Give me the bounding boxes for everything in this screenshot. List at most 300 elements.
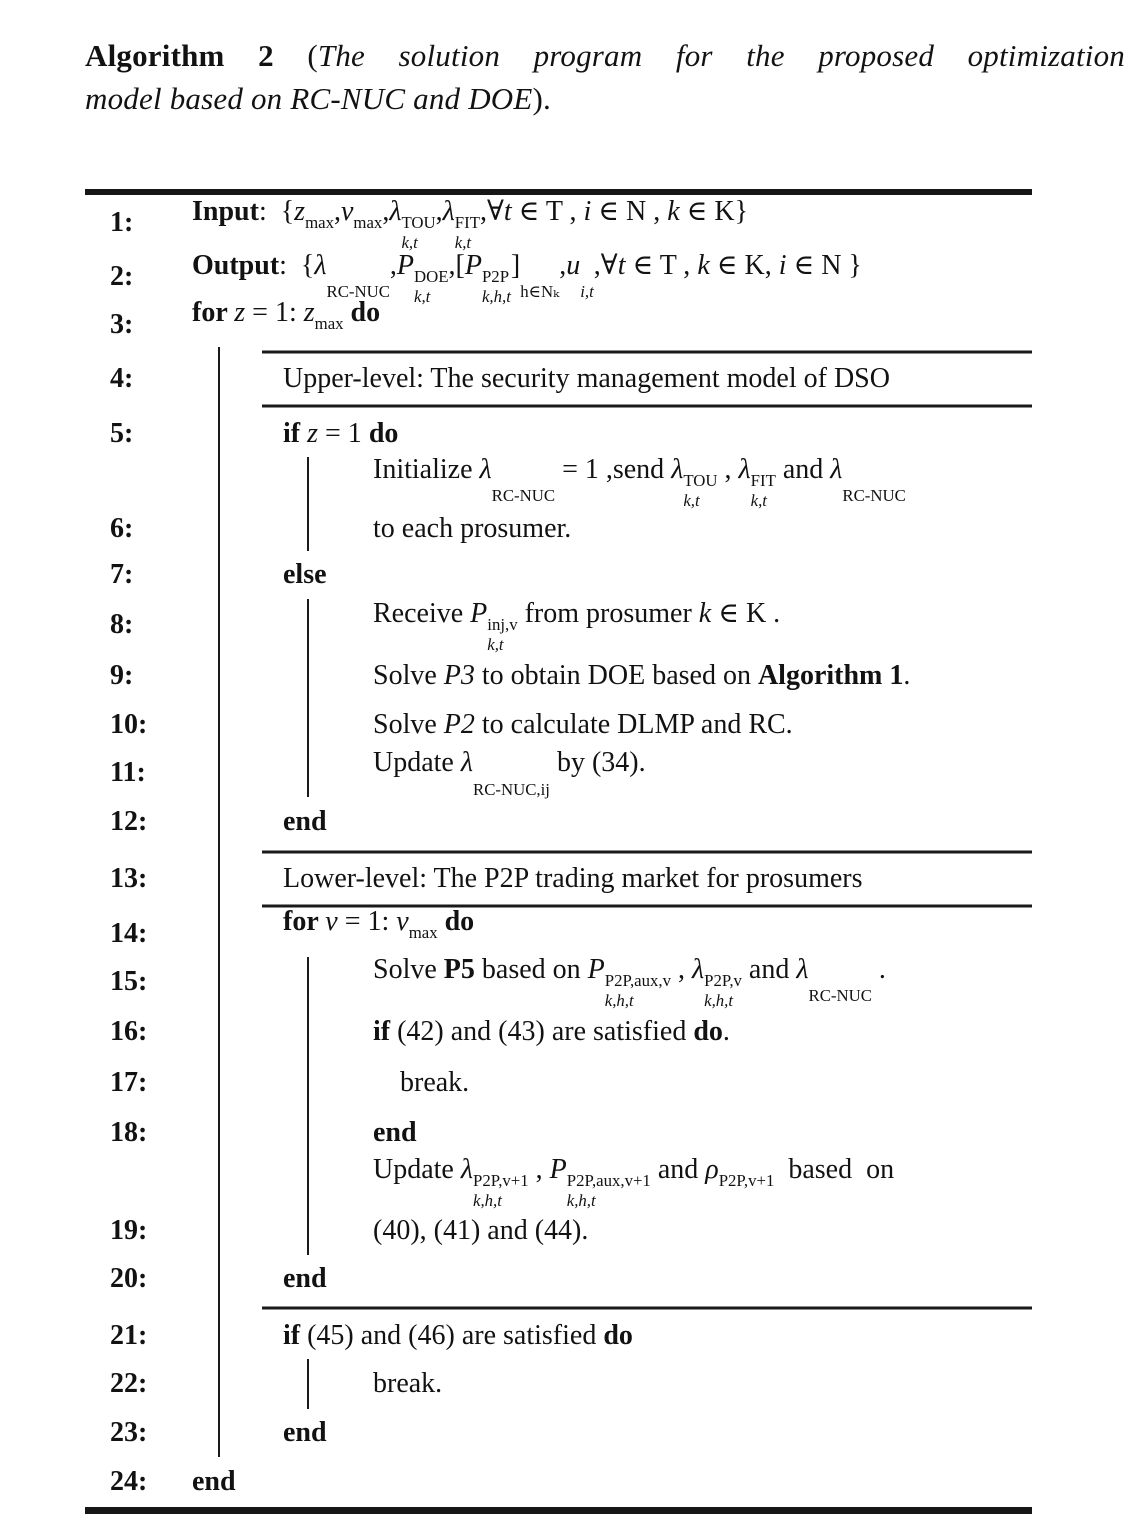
text-segment: i — [778, 250, 787, 281]
text-segment: if — [283, 1320, 308, 1351]
text-segment: ∈ K . — [711, 598, 781, 629]
math-scripts — [567, 1171, 651, 1210]
indent-bar — [307, 1359, 309, 1409]
indent-bar — [307, 1109, 309, 1157]
math-scripts — [520, 263, 559, 302]
text-segment: z — [234, 297, 246, 328]
line-content — [85, 194, 748, 252]
text-segment: end — [192, 1466, 236, 1497]
line-number: 1: — [110, 207, 134, 238]
math-base: P — [549, 1154, 567, 1185]
text-segment: based on — [774, 1154, 895, 1185]
algo-line — [85, 906, 1032, 957]
math-scripts — [580, 263, 594, 302]
section-divider-rule — [85, 1303, 1032, 1313]
math-scripts — [719, 1171, 775, 1210]
math-superscript: TOU — [401, 213, 436, 233]
algo-line — [85, 857, 1032, 901]
text-segment: , — [382, 196, 390, 227]
title-description-part1: The solution program for the proposed optimization — [317, 38, 1125, 73]
math-superscript: P2P,v+1 — [473, 1171, 529, 1191]
math-token — [796, 954, 872, 1006]
math-token — [510, 250, 560, 302]
indent-bar — [218, 701, 220, 749]
text-segment: : { — [258, 196, 295, 227]
text-segment: = 1: — [245, 297, 304, 328]
text-segment: k — [698, 598, 712, 629]
text-segment: ∈ N , — [591, 196, 668, 227]
indent-bar — [307, 1007, 309, 1057]
algo-line — [85, 357, 1032, 401]
indent-bar — [218, 1303, 220, 1313]
indent-bar — [218, 1057, 220, 1109]
indent-bar — [218, 1359, 220, 1409]
math-subscript: RC-NUC — [842, 486, 906, 506]
math-subscript: RC-NUC,ij — [473, 779, 550, 799]
divider-line — [262, 351, 1032, 354]
text-segment — [344, 297, 351, 328]
math-base: λ — [671, 454, 684, 485]
text-segment: to each prosumer. — [373, 513, 572, 544]
algo-line — [85, 1207, 1032, 1255]
text-segment: Initialize — [373, 454, 480, 485]
indent-bar — [218, 457, 220, 507]
math-subscript: RC-NUC — [326, 282, 390, 302]
text-segment: Input — [192, 196, 259, 227]
algo-line — [85, 598, 1032, 654]
line-content — [85, 1320, 633, 1352]
algo-line — [85, 454, 1032, 510]
divider-line — [262, 851, 1032, 854]
math-token — [705, 1154, 775, 1191]
math-scripts — [704, 971, 742, 1010]
text-segment: and — [650, 1154, 706, 1185]
text-segment: v — [325, 906, 338, 937]
math-subscript: k,t — [487, 634, 504, 654]
indent-bar — [218, 411, 220, 457]
indent-bar — [307, 457, 309, 507]
text-segment: (40), (41) and (44). — [373, 1215, 589, 1246]
math-token — [479, 454, 556, 506]
math-subscript: k,h,t — [473, 1190, 502, 1210]
text-segment: by (34). — [549, 747, 646, 779]
text-segment: = 1 — [318, 418, 369, 449]
math-scripts — [327, 263, 390, 302]
algo-line — [85, 250, 1032, 306]
math-superscript: inj,v — [487, 615, 518, 635]
math-subscript: RC-NUC — [808, 986, 872, 1006]
indent-bar — [218, 507, 220, 551]
math-token — [294, 196, 334, 233]
math-subscript: k,t — [401, 232, 418, 252]
algorithm-bottom-rule — [85, 1507, 1032, 1514]
math-token — [396, 906, 438, 943]
math-base: λ — [830, 454, 843, 485]
math-token — [738, 454, 776, 510]
math-base: P — [470, 598, 488, 629]
math-superscript: max — [408, 923, 438, 943]
text-segment — [438, 906, 445, 937]
line-number: 17: — [110, 1067, 148, 1098]
math-scripts — [401, 213, 435, 252]
text-segment: for — [192, 297, 235, 328]
line-number: 11: — [110, 757, 146, 788]
math-scripts — [605, 971, 671, 1010]
math-subscript: k,h,t — [481, 286, 511, 306]
algo-line — [85, 1154, 1032, 1210]
line-number: 10: — [110, 709, 148, 740]
math-subscript: k,h,t — [704, 990, 734, 1010]
indent-bar — [218, 797, 220, 847]
text-segment: , — [435, 196, 443, 227]
math-subscript: k,t — [750, 490, 767, 510]
math-base: λ — [738, 454, 751, 485]
line-content — [85, 747, 646, 799]
math-subscript: h∈Nₖ — [520, 282, 560, 302]
math-token — [340, 196, 383, 233]
line-number: 14: — [110, 918, 148, 949]
line-content — [85, 596, 780, 654]
math-scripts — [487, 615, 517, 654]
math-base: λ — [442, 196, 455, 227]
math-subscript: k,t — [414, 286, 431, 306]
text-segment: do — [368, 418, 399, 449]
indent-bar — [218, 599, 220, 651]
math-token — [830, 454, 906, 506]
math-base: λ — [389, 196, 402, 227]
text-segment: , — [389, 250, 397, 281]
text-segment: Receive — [373, 598, 471, 629]
text-segment: ,∀ — [593, 250, 618, 281]
math-base: u — [566, 250, 581, 281]
indent-bar — [218, 651, 220, 701]
text-segment: (42) and (43) are satisfied — [397, 1016, 694, 1047]
text-segment: , — [717, 454, 739, 485]
indent-bar — [218, 957, 220, 1007]
algo-line — [85, 195, 1032, 251]
text-segment: Solve — [373, 954, 444, 985]
math-token — [442, 196, 480, 252]
indent-bar — [307, 1207, 309, 1255]
math-scripts — [455, 213, 480, 252]
line-number: 5: — [110, 418, 134, 449]
math-base: λ — [460, 1154, 473, 1185]
math-base: λ — [479, 454, 492, 485]
text-segment: Update — [373, 1154, 461, 1185]
algo-line — [85, 411, 1032, 457]
algo-line — [85, 551, 1032, 599]
text-segment: if — [283, 418, 308, 449]
line-number: 7: — [110, 559, 134, 590]
indent-bar — [307, 1057, 309, 1109]
indent-bar — [218, 911, 220, 957]
math-superscript: FIT — [454, 213, 480, 233]
math-base: P — [587, 954, 605, 985]
algo-line — [85, 1313, 1032, 1359]
math-scripts — [305, 213, 334, 252]
text-segment: ,[ — [448, 250, 465, 281]
text-segment: end — [283, 1417, 327, 1448]
algo-line — [85, 507, 1032, 551]
math-scripts — [473, 1171, 529, 1210]
line-number: 18: — [110, 1117, 148, 1148]
text-segment: ∈ T , — [511, 196, 584, 227]
math-scripts — [353, 213, 382, 252]
text-segment: else — [283, 559, 327, 590]
text-segment: k — [697, 250, 710, 281]
math-token — [314, 250, 390, 302]
indent-bar — [218, 1313, 220, 1359]
math-token — [303, 297, 344, 334]
math-token — [691, 954, 742, 1010]
math-token — [566, 250, 594, 302]
algo-line — [85, 1359, 1032, 1409]
math-scripts — [473, 760, 550, 799]
text-segment: ,∀ — [479, 196, 504, 227]
indent-bar — [218, 1409, 220, 1457]
text-segment: , — [333, 196, 341, 227]
title-line-2 — [85, 77, 1125, 120]
math-superscript: max — [314, 314, 344, 334]
math-base: v — [340, 196, 354, 227]
text-segment: = 1: — [337, 906, 397, 937]
math-superscript: P2P,aux,v+1 — [566, 1171, 651, 1191]
line-number: 13: — [110, 863, 148, 894]
text-segment: , — [559, 250, 567, 281]
indent-bar — [218, 749, 220, 797]
math-subscript: k,h,t — [566, 1190, 596, 1210]
indent-bar — [218, 347, 220, 357]
indent-bar — [307, 749, 309, 797]
algo-line — [85, 1255, 1032, 1303]
indent-bar — [218, 857, 220, 901]
math-base: λ — [314, 250, 327, 281]
line-number: 6: — [110, 513, 134, 544]
math-token — [671, 454, 718, 510]
text-segment: ∈ T , — [625, 250, 698, 281]
line-content — [85, 660, 910, 692]
line-content — [85, 954, 886, 1010]
indent-bar — [307, 701, 309, 749]
text-segment: to obtain DOE based on — [474, 660, 758, 691]
line-content — [85, 513, 571, 545]
algorithm-title — [85, 34, 1125, 120]
math-token — [460, 1154, 529, 1210]
line-content — [85, 1016, 730, 1048]
algo-line — [85, 749, 1032, 797]
text-segment: Lower-level: The P2P trading market for prosumers — [283, 863, 863, 894]
text-segment: . — [903, 660, 911, 691]
indent-bar — [218, 551, 220, 599]
line-content — [85, 363, 890, 395]
indent-bar — [218, 1255, 220, 1303]
text-segment: k — [667, 196, 680, 227]
text-segment: based on — [474, 954, 588, 985]
math-base: λ — [460, 747, 473, 779]
line-number: 23: — [110, 1417, 148, 1448]
text-segment: and — [741, 954, 797, 985]
line-content — [85, 863, 863, 895]
text-segment: for — [283, 906, 326, 937]
text-segment: end — [283, 1263, 327, 1294]
line-number: 4: — [110, 363, 134, 394]
math-token — [549, 1154, 651, 1210]
text-segment: do — [693, 1016, 723, 1047]
math-base: ] — [510, 250, 521, 281]
text-segment: to calculate DLMP and RC. — [474, 709, 793, 740]
algo-line — [85, 1457, 1032, 1507]
math-scripts — [751, 471, 776, 510]
algo-line — [85, 1007, 1032, 1057]
text-segment: do — [444, 906, 475, 937]
text-segment: ∈ K} — [679, 196, 749, 227]
text-segment: ∈ K, — [709, 250, 779, 281]
math-base: λ — [796, 954, 809, 985]
indent-bar — [218, 847, 220, 857]
text-segment: : { — [279, 250, 315, 281]
section-divider-rule — [85, 847, 1032, 857]
algo-line — [85, 651, 1032, 701]
text-segment: t — [503, 196, 512, 227]
text-segment: . — [871, 954, 886, 985]
algorithm-body — [85, 195, 1032, 1507]
title-paren-close: ). — [532, 81, 552, 116]
line-number: 20: — [110, 1263, 148, 1294]
text-segment: and — [775, 454, 831, 485]
line-number: 12: — [110, 806, 148, 837]
line-number: 21: — [110, 1320, 148, 1351]
algo-line — [85, 1057, 1032, 1109]
line-number: 19: — [110, 1215, 148, 1246]
math-token — [396, 250, 449, 306]
math-superscript: max — [305, 213, 334, 233]
line-content — [85, 1466, 236, 1498]
algo-line — [85, 701, 1032, 749]
indent-bar — [307, 507, 309, 551]
indent-bar — [307, 1157, 309, 1207]
text-segment: Output — [192, 250, 280, 281]
line-number: 15: — [110, 966, 148, 997]
section-divider-rule — [85, 401, 1032, 411]
text-segment: break. — [373, 1368, 443, 1399]
math-base: v — [396, 906, 409, 937]
indent-bar — [307, 651, 309, 701]
title-algorithm-number: Algorithm 2 — [85, 38, 274, 73]
math-token — [470, 598, 518, 654]
math-subscript: RC-NUC — [491, 486, 556, 506]
math-superscript: max — [353, 213, 383, 233]
algo-line — [85, 1409, 1032, 1457]
text-segment: P5 — [443, 954, 475, 985]
title-paren-open: ( — [273, 38, 318, 73]
math-superscript: P2P — [481, 267, 510, 287]
indent-bar — [218, 401, 220, 411]
math-token — [464, 250, 511, 306]
indent-bar — [218, 1157, 220, 1207]
math-base: ρ — [705, 1154, 719, 1185]
divider-line — [262, 1307, 1032, 1310]
line-number: 24: — [110, 1466, 148, 1497]
algo-line — [85, 1109, 1032, 1157]
algo-line — [85, 297, 1032, 347]
math-superscript: FIT — [750, 471, 776, 491]
text-segment: end — [373, 1117, 417, 1148]
math-token — [587, 954, 671, 1010]
math-superscript: TOU — [683, 471, 718, 491]
math-scripts — [842, 467, 905, 506]
text-segment: z — [307, 418, 319, 449]
indent-bar — [218, 1207, 220, 1255]
math-superscript: P2P,aux,v — [604, 971, 671, 991]
text-segment: Solve — [373, 709, 444, 740]
text-segment: , — [528, 1154, 550, 1185]
text-segment: t — [617, 250, 626, 281]
math-scripts — [809, 967, 872, 1006]
math-token — [460, 747, 550, 799]
text-segment: . — [722, 1016, 730, 1047]
line-content — [85, 709, 793, 741]
math-subscript: i,t — [580, 282, 594, 302]
math-token — [389, 196, 436, 252]
line-number: 3: — [110, 309, 134, 340]
line-number: 8: — [110, 609, 134, 640]
text-segment: from prosumer — [517, 598, 699, 629]
math-superscript: P2P,v — [704, 971, 742, 991]
text-segment: ∈ N } — [786, 250, 862, 281]
math-base: z — [294, 196, 306, 227]
text-segment: Upper-level: The security management model of DSO — [283, 363, 890, 394]
math-scripts — [482, 267, 511, 306]
text-segment: P2 — [443, 709, 475, 740]
text-segment: Solve — [373, 660, 444, 691]
divider-line — [262, 405, 1032, 408]
math-scripts — [492, 467, 555, 506]
line-content — [85, 1154, 894, 1210]
text-segment: i — [583, 196, 592, 227]
text-segment: do — [350, 297, 381, 328]
text-segment: P3 — [443, 660, 475, 691]
indent-bar — [218, 357, 220, 401]
indent-bar — [307, 599, 309, 651]
algorithm-card — [85, 189, 1032, 1514]
text-segment: , — [670, 954, 692, 985]
section-divider-rule — [85, 347, 1032, 357]
math-base: P — [396, 250, 415, 281]
text-segment: end — [283, 806, 327, 837]
text-segment: if — [373, 1016, 398, 1047]
text-segment: (45) and (46) are satisfied — [307, 1320, 604, 1351]
indent-bar — [307, 957, 309, 1007]
title-line-1 — [85, 34, 1125, 77]
math-subscript: k,t — [454, 232, 472, 252]
math-scripts — [683, 471, 717, 510]
line-number: 9: — [110, 660, 134, 691]
line-content — [85, 454, 906, 510]
math-base: z — [303, 297, 315, 328]
text-segment: do — [603, 1320, 633, 1351]
algo-line — [85, 797, 1032, 847]
algo-line — [85, 954, 1032, 1010]
line-number: 16: — [110, 1016, 148, 1047]
math-subscript: k,t — [683, 490, 700, 510]
title-description-part2: model based on RC-NUC and DOE — [85, 81, 533, 116]
math-superscript: DOE — [414, 267, 449, 287]
line-number: 22: — [110, 1368, 148, 1399]
line-number: 2: — [110, 261, 134, 292]
indent-bar — [218, 1109, 220, 1157]
text-segment: Update — [373, 747, 461, 779]
math-base: λ — [691, 954, 705, 985]
